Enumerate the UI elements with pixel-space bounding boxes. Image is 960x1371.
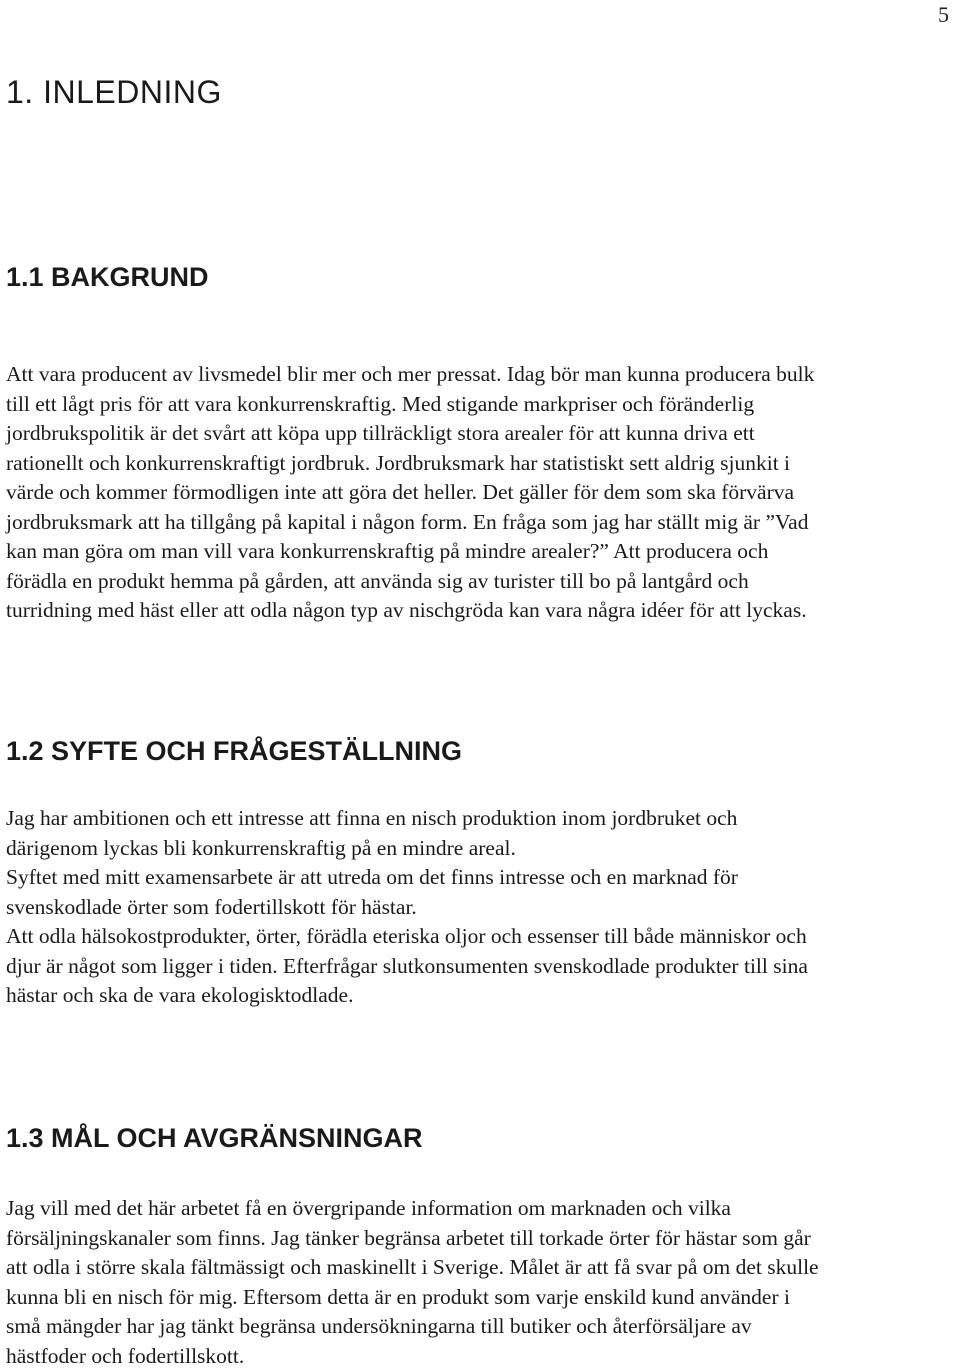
text-line: jordbrukspolitik är det svårt att köpa upp tillräckligt stora arealer för att kunna driva ett xyxy=(6,419,960,449)
section-body-syfte xyxy=(6,804,960,1011)
text-line: rationellt och konkurrenskraftigt jordbruk. Jordbruksmark har statistiskt sett aldrig sjunkit i xyxy=(6,449,960,479)
text-line: värde och kommer förmodligen inte att göra det heller. Det gäller för dem som ska förvärva xyxy=(6,478,960,508)
text-line: kan man göra om man vill vara konkurrenskraftig på mindre arealer?” Att producera och xyxy=(6,537,960,567)
text-line: små mängder har jag tänkt begränsa undersökningarna till butiker och återförsäljare av xyxy=(6,1312,960,1342)
section-heading-bakgrund: 1.1 BAKGRUND xyxy=(6,260,209,294)
text-line: hästar och ska de vara ekologisktodlade. xyxy=(6,981,960,1011)
text-line: till ett lågt pris för att vara konkurrenskraftig. Med stigande markpriser och föränderlig xyxy=(6,390,960,420)
text-line: svenskodlade örter som fodertillskott för hästar. xyxy=(6,893,960,923)
text-line: Att odla hälsokostprodukter, örter, förädla eteriska oljor och essenser till både människor och xyxy=(6,922,960,952)
text-line: jordbruksmark att ha tillgång på kapital i någon form. En fråga som jag har ställt mig är ”Vad xyxy=(6,508,960,538)
text-line: kunna bli en nisch för mig. Eftersom detta är en produkt som varje enskild kund använder i xyxy=(6,1283,960,1313)
text-line: Jag har ambitionen och ett intresse att finna en nisch produktion inom jordbruket och xyxy=(6,804,960,834)
text-line: turridning med häst eller att odla någon typ av nischgröda kan vara några idéer för att lyckas. xyxy=(6,596,960,626)
text-line: förädla en produkt hemma på gården, att använda sig av turister till bo på lantgård och xyxy=(6,567,960,597)
section-body-bakgrund xyxy=(6,360,960,626)
text-line: Jag vill med det här arbetet få en övergripande information om marknaden och vilka xyxy=(6,1194,960,1224)
text-line: därigenom lyckas bli konkurrenskraftig på en mindre areal. xyxy=(6,834,960,864)
section-heading-mal: 1.3 MÅL OCH AVGRÄNSNINGAR xyxy=(6,1121,423,1155)
text-line: djur är något som ligger i tiden. Efterfrågar slutkonsumenten svenskodlade produkter till sina xyxy=(6,952,960,982)
page-number: 5 xyxy=(938,0,949,30)
chapter-title: 1. INLEDNING xyxy=(6,72,222,112)
text-line: Att vara producent av livsmedel blir mer och mer pressat. Idag bör man kunna producera bulk xyxy=(6,360,960,390)
text-line: försäljningskanaler som finns. Jag tänker begränsa arbetet till torkade örter för hästar som går xyxy=(6,1224,960,1254)
section-body-mal xyxy=(6,1194,960,1371)
section-heading-syfte: 1.2 SYFTE OCH FRÅGESTÄLLNING xyxy=(6,734,462,768)
text-line: hästfoder och fodertillskott. xyxy=(6,1342,960,1371)
text-line: att odla i större skala fältmässigt och maskinellt i Sverige. Målet är att få svar på om det skulle xyxy=(6,1253,960,1283)
text-line: Syftet med mitt examensarbete är att utreda om det finns intresse och en marknad för xyxy=(6,863,960,893)
